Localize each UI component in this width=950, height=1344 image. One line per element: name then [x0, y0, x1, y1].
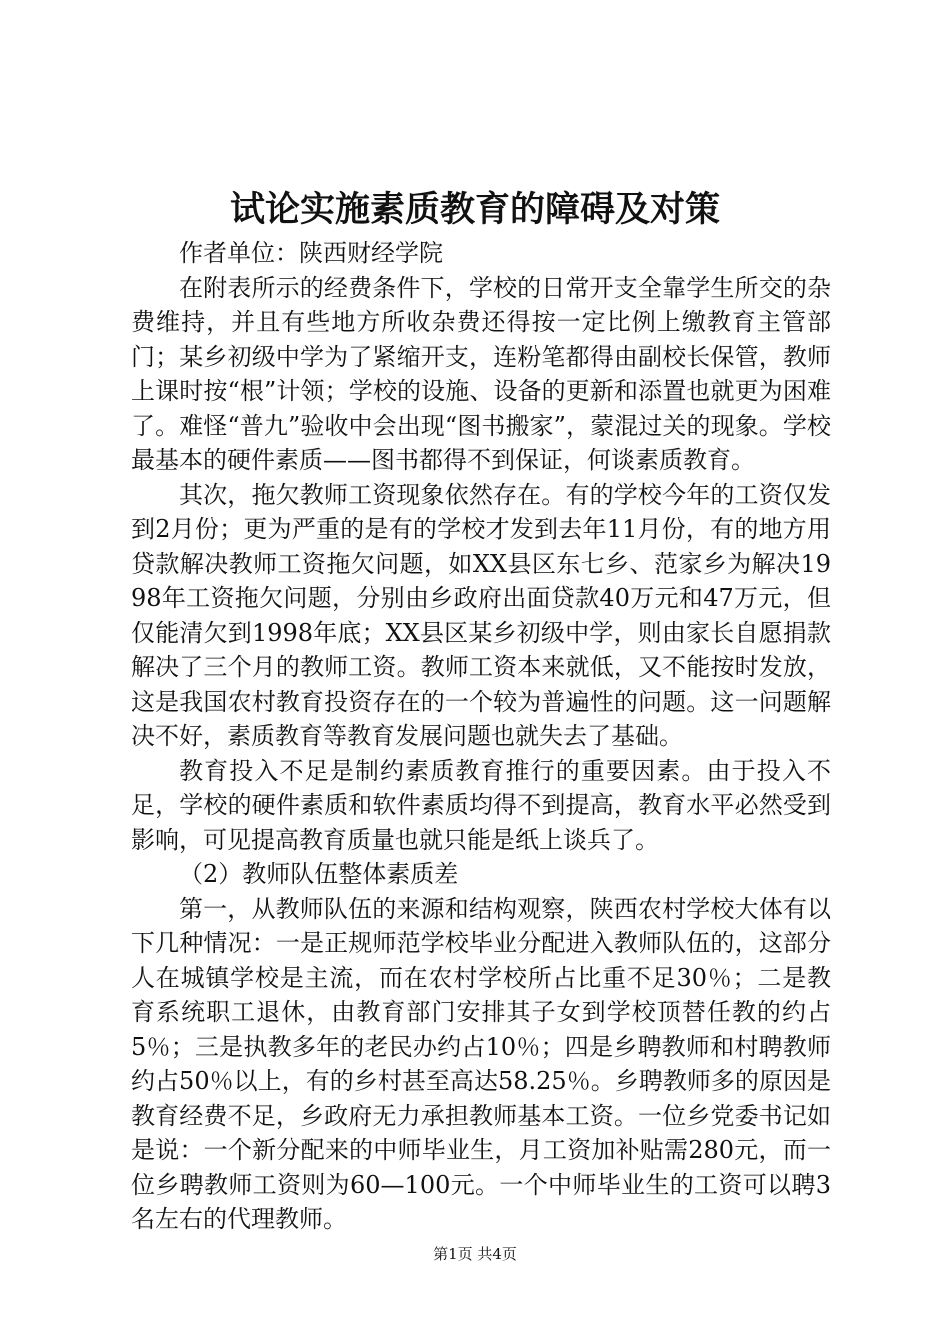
- paragraph-teacher-sources: 第一，从教师队伍的来源和结构观察，陕西农村学校大体有以下几种情况：一是正规师范学校毕业分配进入教师队伍的，这部分人在城镇学校是主流，而在农村学校所占比重不足30％；二是教育系统职工退休，由教育部门安排其子女到学校顶替任教的约占5％；三是执教多年的老民办约占10％；四是乡聘教师和村聘教师约占50％以上，有的乡村甚至高达58.25％。乡聘教师多的原因是教育经费不足，乡政府无力承担教师基本工资。一位乡党委书记如是说：一个新分配来的中师毕业生，月工资加补贴需280元，而一位乡聘教师工资则为60—100元。一个中师毕业生的工资可以聘3名左右的代理教师。: [131, 894, 831, 1233]
- author-line: 作者单位：陕西财经学院: [179, 239, 443, 267]
- document-title: 试论实施素质教育的障碍及对策: [229, 189, 720, 230]
- section-heading-teacher-quality: （2）教师队伍整体素质差: [179, 860, 459, 888]
- paragraph-salary-arrears: 其次，拖欠教师工资现象依然存在。有的学校今年的工资仅发到2月份；更为严重的是有的学校才发到去年11月份，有的地方用贷款解决教师工资拖欠问题，如XX县区东七乡、范家乡为解决1998年工资拖欠问题，分别由乡政府出面贷款40万元和47万元，但仅能清欠到1998年底；XX县区某乡初级中学，则由家长自愿捐款解决了三个月的教师工资。教师工资本来就低，又不能按时发放，这是我国农村教育投资存在的一个较为普遍性的问题。这一问题解决不好，素质教育等教育发展问题也就失去了基础。: [131, 480, 831, 750]
- document-body: [131, 236, 831, 1237]
- paragraph-insufficient-investment: 教育投入不足是制约素质教育推行的重要因素。由于投入不足，学校的硬件素质和软件素质均得不到提高，教育水平必然受到影响，可见提高教育质量也就只能是纸上谈兵了。: [131, 756, 831, 854]
- paragraph-funding-conditions: 在附表所示的经费条件下，学校的日常开支全靠学生所交的杂费维持，并且有些地方所收杂费还得按一定比例上缴教育主管部门；某乡初级中学为了紧缩开支，连粉笔都得由副校长保管，教师上课时按“根”计领；学校的设施、设备的更新和添置也就更为困难了。难怪“普九”验收中会出现“图书搬家”，蒙混过关的现象。学校最基本的硬件素质——图书都得不到保证，何谈素质教育。: [131, 273, 831, 474]
- page-footer: 第1页 共4页: [433, 1245, 517, 1263]
